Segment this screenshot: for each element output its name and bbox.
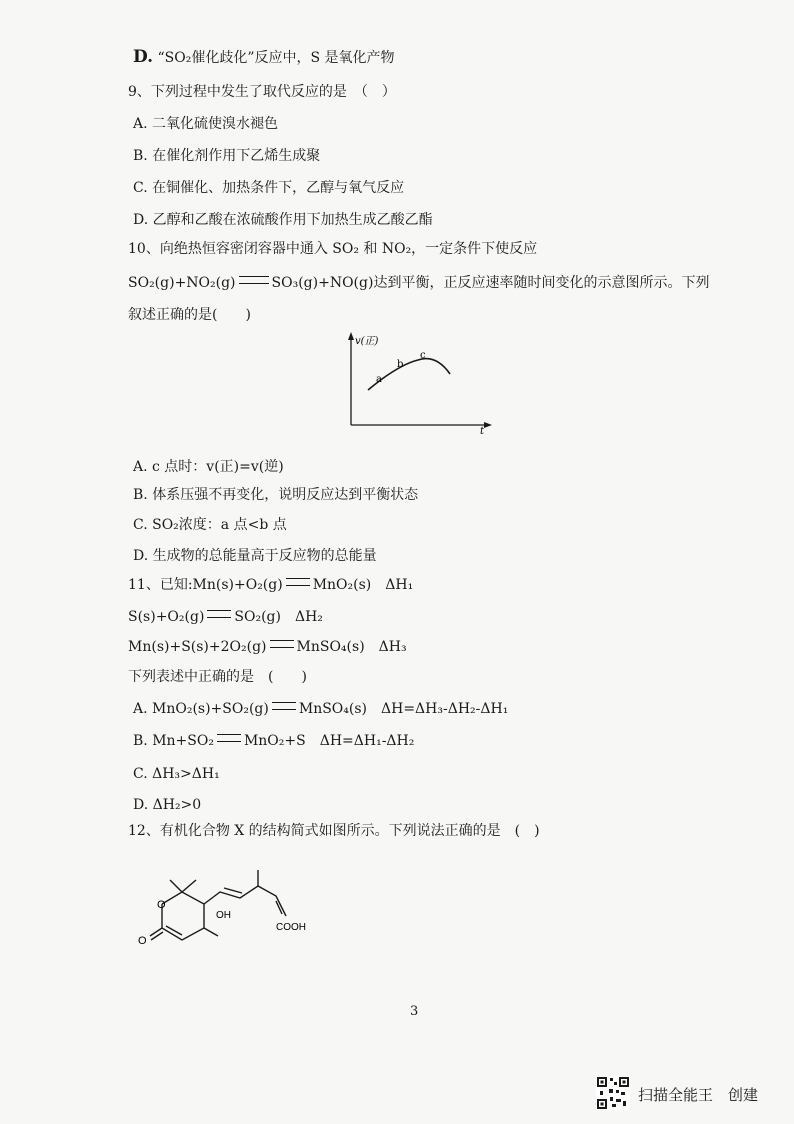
ring-bonds [162, 892, 204, 940]
q11-option-c: C. ΔH₃>ΔH₁ [133, 766, 220, 782]
q10-option-a: A. c 点时：v(正)=v(逆) [133, 459, 284, 475]
q11-equation-3: Mn(s)+S(s)+2O₂(g) MnSO₄(s) ΔH₃ [128, 639, 407, 655]
q12-stem: 12、有机化合物 X 的结构简式如图所示。下列说法正确的是 ( ) [128, 823, 540, 839]
compound-x-structure [132, 866, 312, 956]
q11-option-b: B. Mn+SO₂ MnO₂+S ΔH=ΔH₁-ΔH₂ [133, 733, 415, 749]
q10-option-b: B. 体系压强不再变化，说明反应达到平衡状态 [133, 487, 419, 503]
qr-code-icon [596, 1076, 630, 1110]
x-axis-label: t [480, 426, 485, 435]
ring-double-bond [166, 926, 182, 935]
point-b-label: b [397, 359, 404, 370]
carbonyl-bond-2 [151, 932, 163, 940]
page-number: 3 [410, 1004, 419, 1019]
methyl-bond [170, 880, 182, 892]
q11-stem: 下列表述中正确的是 ( ) [128, 669, 307, 685]
x-axis-arrow [484, 422, 492, 428]
methyl-bond [182, 880, 196, 892]
equals-sign [270, 640, 294, 648]
q11-equation-1: 11、已知:Mn(s)+O₂(g) MnO₂(s) ΔH₁ [128, 577, 414, 593]
scanner-watermark-text: 扫描全能王 创建 [638, 1086, 759, 1104]
cooh-label: COOH [276, 922, 306, 933]
equilibrium-sign [239, 276, 269, 284]
equals-sign [286, 578, 310, 586]
q9-option-b: B. 在催化剂作用下乙烯生成聚 [133, 148, 321, 164]
y-axis-arrow [348, 332, 354, 340]
q10-stem-end: 叙述正确的是( ) [128, 307, 251, 323]
q10-option-d: D. 生成物的总能量高于反应物的总能量 [133, 548, 377, 564]
q9-stem: 9、下列过程中发生了取代反应的是 （ ） [128, 84, 396, 100]
y-axis-label: v(正) [355, 336, 379, 347]
carbonyl-o-label: O [138, 935, 147, 947]
q11-equation-2: S(s)+O₂(g) SO₂(g) ΔH₂ [128, 609, 323, 625]
side-chain-double [224, 888, 242, 893]
q10-option-c: C. SO₂浓度：a 点<b 点 [133, 517, 287, 533]
q9-option-d: D. 乙醇和乙酸在浓硫酸作用下加热生成乙酸乙酯 [133, 212, 433, 228]
hydroxyl-label: OH [216, 910, 231, 921]
q9-option-c: C. 在铜催化、加热条件下，乙醇与氧气反应 [133, 180, 405, 196]
equals-sign [272, 702, 296, 710]
rate-time-graph [338, 330, 498, 435]
q10-stem: 10、向绝热恒容密闭容器中通入 SO₂ 和 NO₂，一定条件下使反应 [128, 241, 538, 257]
equals-sign [207, 610, 231, 618]
scanner-watermark [596, 1076, 776, 1112]
methyl-bond [204, 928, 218, 936]
q11-option-a: A. MnO₂(s)+SO₂(g) MnSO₄(s) ΔH=ΔH₃-ΔH₂-ΔH₁ [133, 701, 509, 717]
q11-option-d: D. ΔH₂>0 [133, 797, 202, 813]
oxygen-label: O [157, 899, 166, 911]
q8-option-d: D. “SO₂催化歧化”反应中，S 是氧化产物 [133, 47, 395, 67]
point-c-label: c [420, 350, 426, 361]
equals-sign [217, 734, 241, 742]
q10-equation: SO₂(g)+NO₂(g) SO₃(g)+NO(g)达到平衡，正反应速率随时间变化的示意图所示。下列 [128, 275, 710, 291]
point-a-label: a [376, 374, 382, 385]
carbonyl-bond [150, 928, 162, 936]
q9-option-a: A. 二氧化硫使溴水褪色 [133, 116, 279, 132]
